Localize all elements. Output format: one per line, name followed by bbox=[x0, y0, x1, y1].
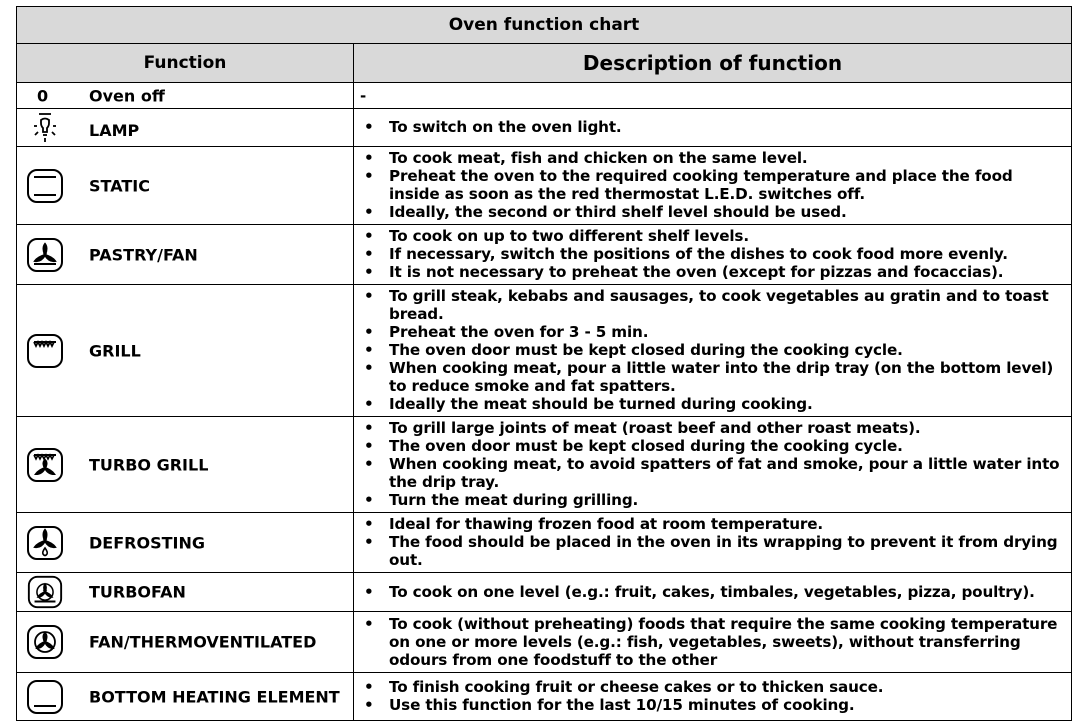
list-item: • To cook on one level (e.g.: fruit, cakes, timbales, vegetables, pizza, poultry). bbox=[360, 583, 1065, 601]
list-item: • Ideal for thawing frozen food at room temperature. bbox=[360, 515, 1065, 533]
list-item: • To grill steak, kebabs and sausages, to cook vegetables au gratin and to toast bread. bbox=[360, 287, 1065, 323]
turbofan-icon bbox=[25, 572, 65, 612]
table-row bbox=[17, 225, 1072, 285]
list-item: • To cook meat, fish and chicken on the same level. bbox=[360, 149, 1065, 167]
function-description: - bbox=[360, 87, 367, 105]
table-row bbox=[17, 673, 1072, 721]
function-name: TURBO GRILL bbox=[89, 455, 209, 474]
function-name: GRILL bbox=[89, 341, 141, 360]
list-item: • The oven door must be kept closed during the cooking cycle. bbox=[360, 437, 1065, 455]
description-list bbox=[360, 419, 1065, 509]
list-item: • Preheat the oven for 3 - 5 min. bbox=[360, 323, 1065, 341]
function-name: FAN/THERMOVENTILATED bbox=[89, 632, 317, 652]
list-item: • When cooking meat, pour a little water into the drip tray (on the bottom level) to reduce smoke and fat spatters. bbox=[360, 359, 1065, 395]
list-item: • When cooking meat, to avoid spatters of fat and smoke, pour a little water into the drip tray. bbox=[360, 455, 1065, 491]
table-row bbox=[17, 285, 1072, 417]
list-item: • Turn the meat during grilling. bbox=[360, 491, 1065, 509]
function-name: STATIC bbox=[89, 176, 150, 195]
list-item: • It is not necessary to preheat the oven (except for pizzas and focaccias). bbox=[360, 263, 1065, 281]
list-item: • Ideally, the second or third shelf level should be used. bbox=[360, 203, 1065, 221]
function-name: LAMP bbox=[89, 121, 140, 140]
table-row bbox=[17, 147, 1072, 225]
defrosting-icon bbox=[25, 523, 65, 563]
function-column-header: Function bbox=[17, 44, 354, 83]
list-item: • If necessary, switch the positions of the dishes to cook food more evenly. bbox=[360, 245, 1065, 263]
table-row bbox=[17, 513, 1072, 573]
list-item: • To switch on the oven light. bbox=[360, 118, 1065, 136]
static-icon bbox=[25, 166, 65, 206]
oven-function-chart bbox=[16, 6, 1072, 721]
fan-thermoventilated-icon bbox=[25, 622, 65, 662]
list-item: • To grill large joints of meat (roast beef and other roast meats). bbox=[360, 419, 1065, 437]
list-item: • The food should be placed in the oven in its wrapping to prevent it from drying out. bbox=[360, 533, 1065, 569]
table-row bbox=[17, 573, 1072, 612]
description-list bbox=[360, 515, 1065, 569]
list-item: • To cook on up to two different shelf levels. bbox=[360, 227, 1065, 245]
description-list bbox=[360, 149, 1065, 221]
function-name: TURBOFAN bbox=[89, 582, 186, 602]
list-item: • Ideally the meat should be turned during cooking. bbox=[360, 395, 1065, 413]
list-item: • Use this function for the last 10/15 minutes of cooking. bbox=[360, 696, 1065, 714]
lamp-icon bbox=[25, 108, 65, 148]
chart-title: Oven function chart bbox=[17, 7, 1072, 44]
zero-symbol: 0 bbox=[37, 86, 49, 105]
table-row bbox=[17, 109, 1072, 147]
description-list bbox=[360, 583, 1065, 601]
function-name: DEFROSTING bbox=[89, 533, 205, 552]
function-name: Oven off bbox=[89, 86, 165, 105]
table-row bbox=[17, 612, 1072, 673]
list-item: • Preheat the oven to the required cooking temperature and place the food inside as soon as the red thermostat L.E.D. switches off. bbox=[360, 167, 1065, 203]
function-name: BOTTOM HEATING ELEMENT bbox=[89, 687, 340, 706]
description-list bbox=[360, 118, 1065, 136]
list-item: • The oven door must be kept closed during the cooking cycle. bbox=[360, 341, 1065, 359]
table-row bbox=[17, 417, 1072, 513]
table-row bbox=[17, 83, 1072, 109]
list-item: • To cook (without preheating) foods that require the same cooking temperature on one or more levels (e.g.: fish, vegetables, sweets), without transferring odours from one foodstuff to the other bbox=[360, 615, 1065, 669]
description-list bbox=[360, 678, 1065, 714]
function-name: PASTRY/FAN bbox=[89, 245, 198, 264]
description-list bbox=[360, 287, 1065, 413]
pastry-fan-icon bbox=[25, 235, 65, 275]
grill-icon bbox=[25, 331, 65, 371]
description-list bbox=[360, 227, 1065, 281]
list-item: • To finish cooking fruit or cheese cakes or to thicken sauce. bbox=[360, 678, 1065, 696]
description-column-header: Description of function bbox=[354, 44, 1072, 83]
description-list bbox=[360, 615, 1065, 669]
turbo-grill-icon bbox=[25, 445, 65, 485]
